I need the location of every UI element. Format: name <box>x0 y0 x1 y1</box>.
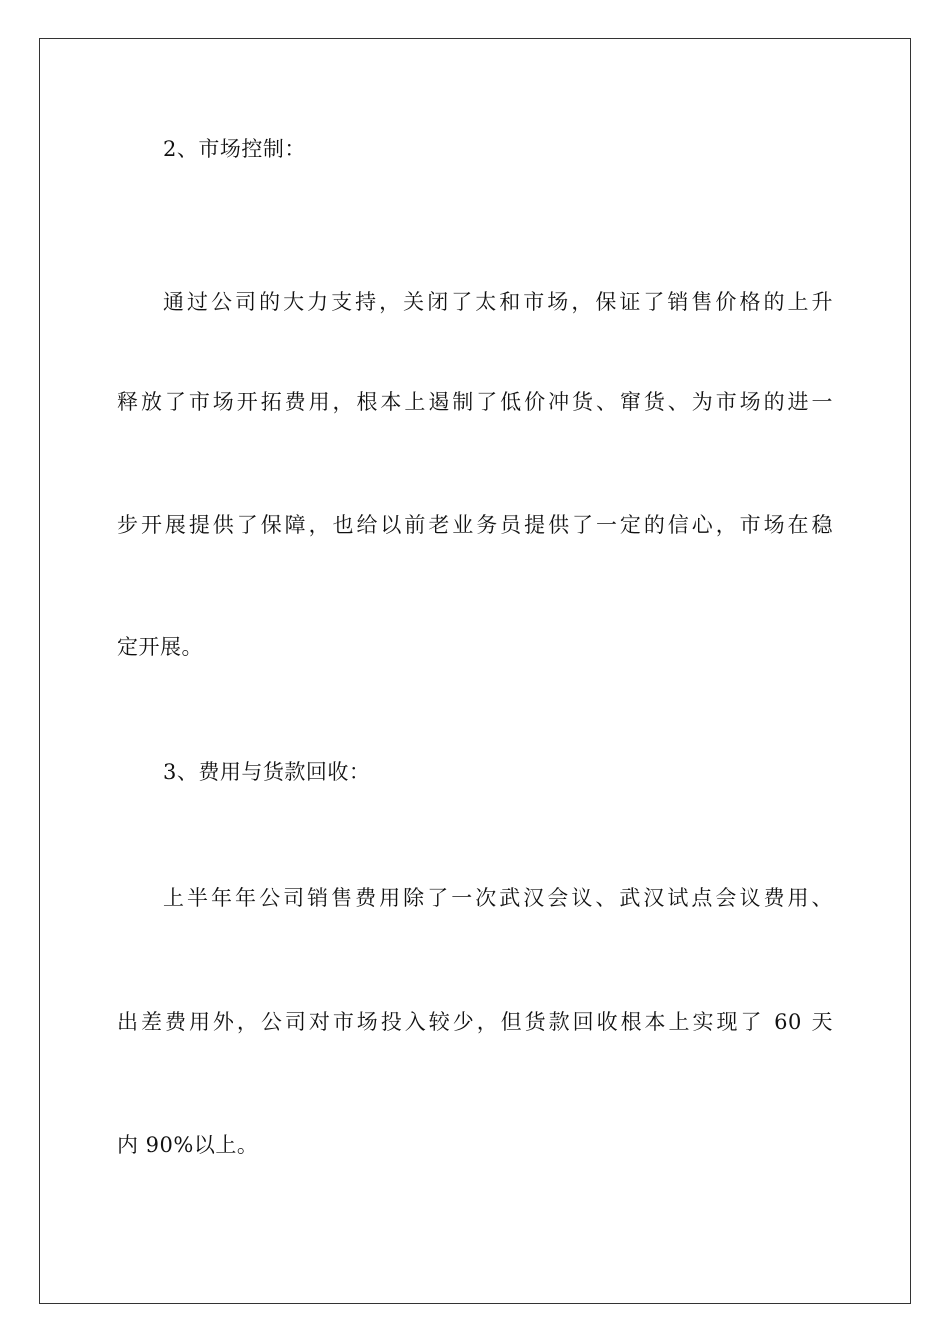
section-heading-market-control: 2、市场控制： <box>163 137 306 161</box>
paragraph-line: 通过公司的大力支持，关闭了太和市场，保证了销售价格的上升 <box>163 290 833 314</box>
paragraph-line: 定开展。 <box>117 635 203 659</box>
paragraph-line: 上半年年公司销售费用除了一次武汉会议、武汉试点会议费用、 <box>163 886 833 910</box>
paragraph-line: 内 90%以上。 <box>117 1133 259 1157</box>
paragraph-line: 步开展提供了保障，也给以前老业务员提供了一定的信心，市场在稳 <box>117 513 833 537</box>
page-frame <box>39 38 911 1304</box>
section-heading-cost-and-payment: 3、费用与货款回收： <box>163 760 371 784</box>
paragraph-line: 释放了市场开拓费用，根本上遏制了低价冲货、窜货、为市场的进一 <box>117 390 833 414</box>
paragraph-line: 出差费用外，公司对市场投入较少，但货款回收根本上实现了 60 天 <box>117 1010 833 1034</box>
